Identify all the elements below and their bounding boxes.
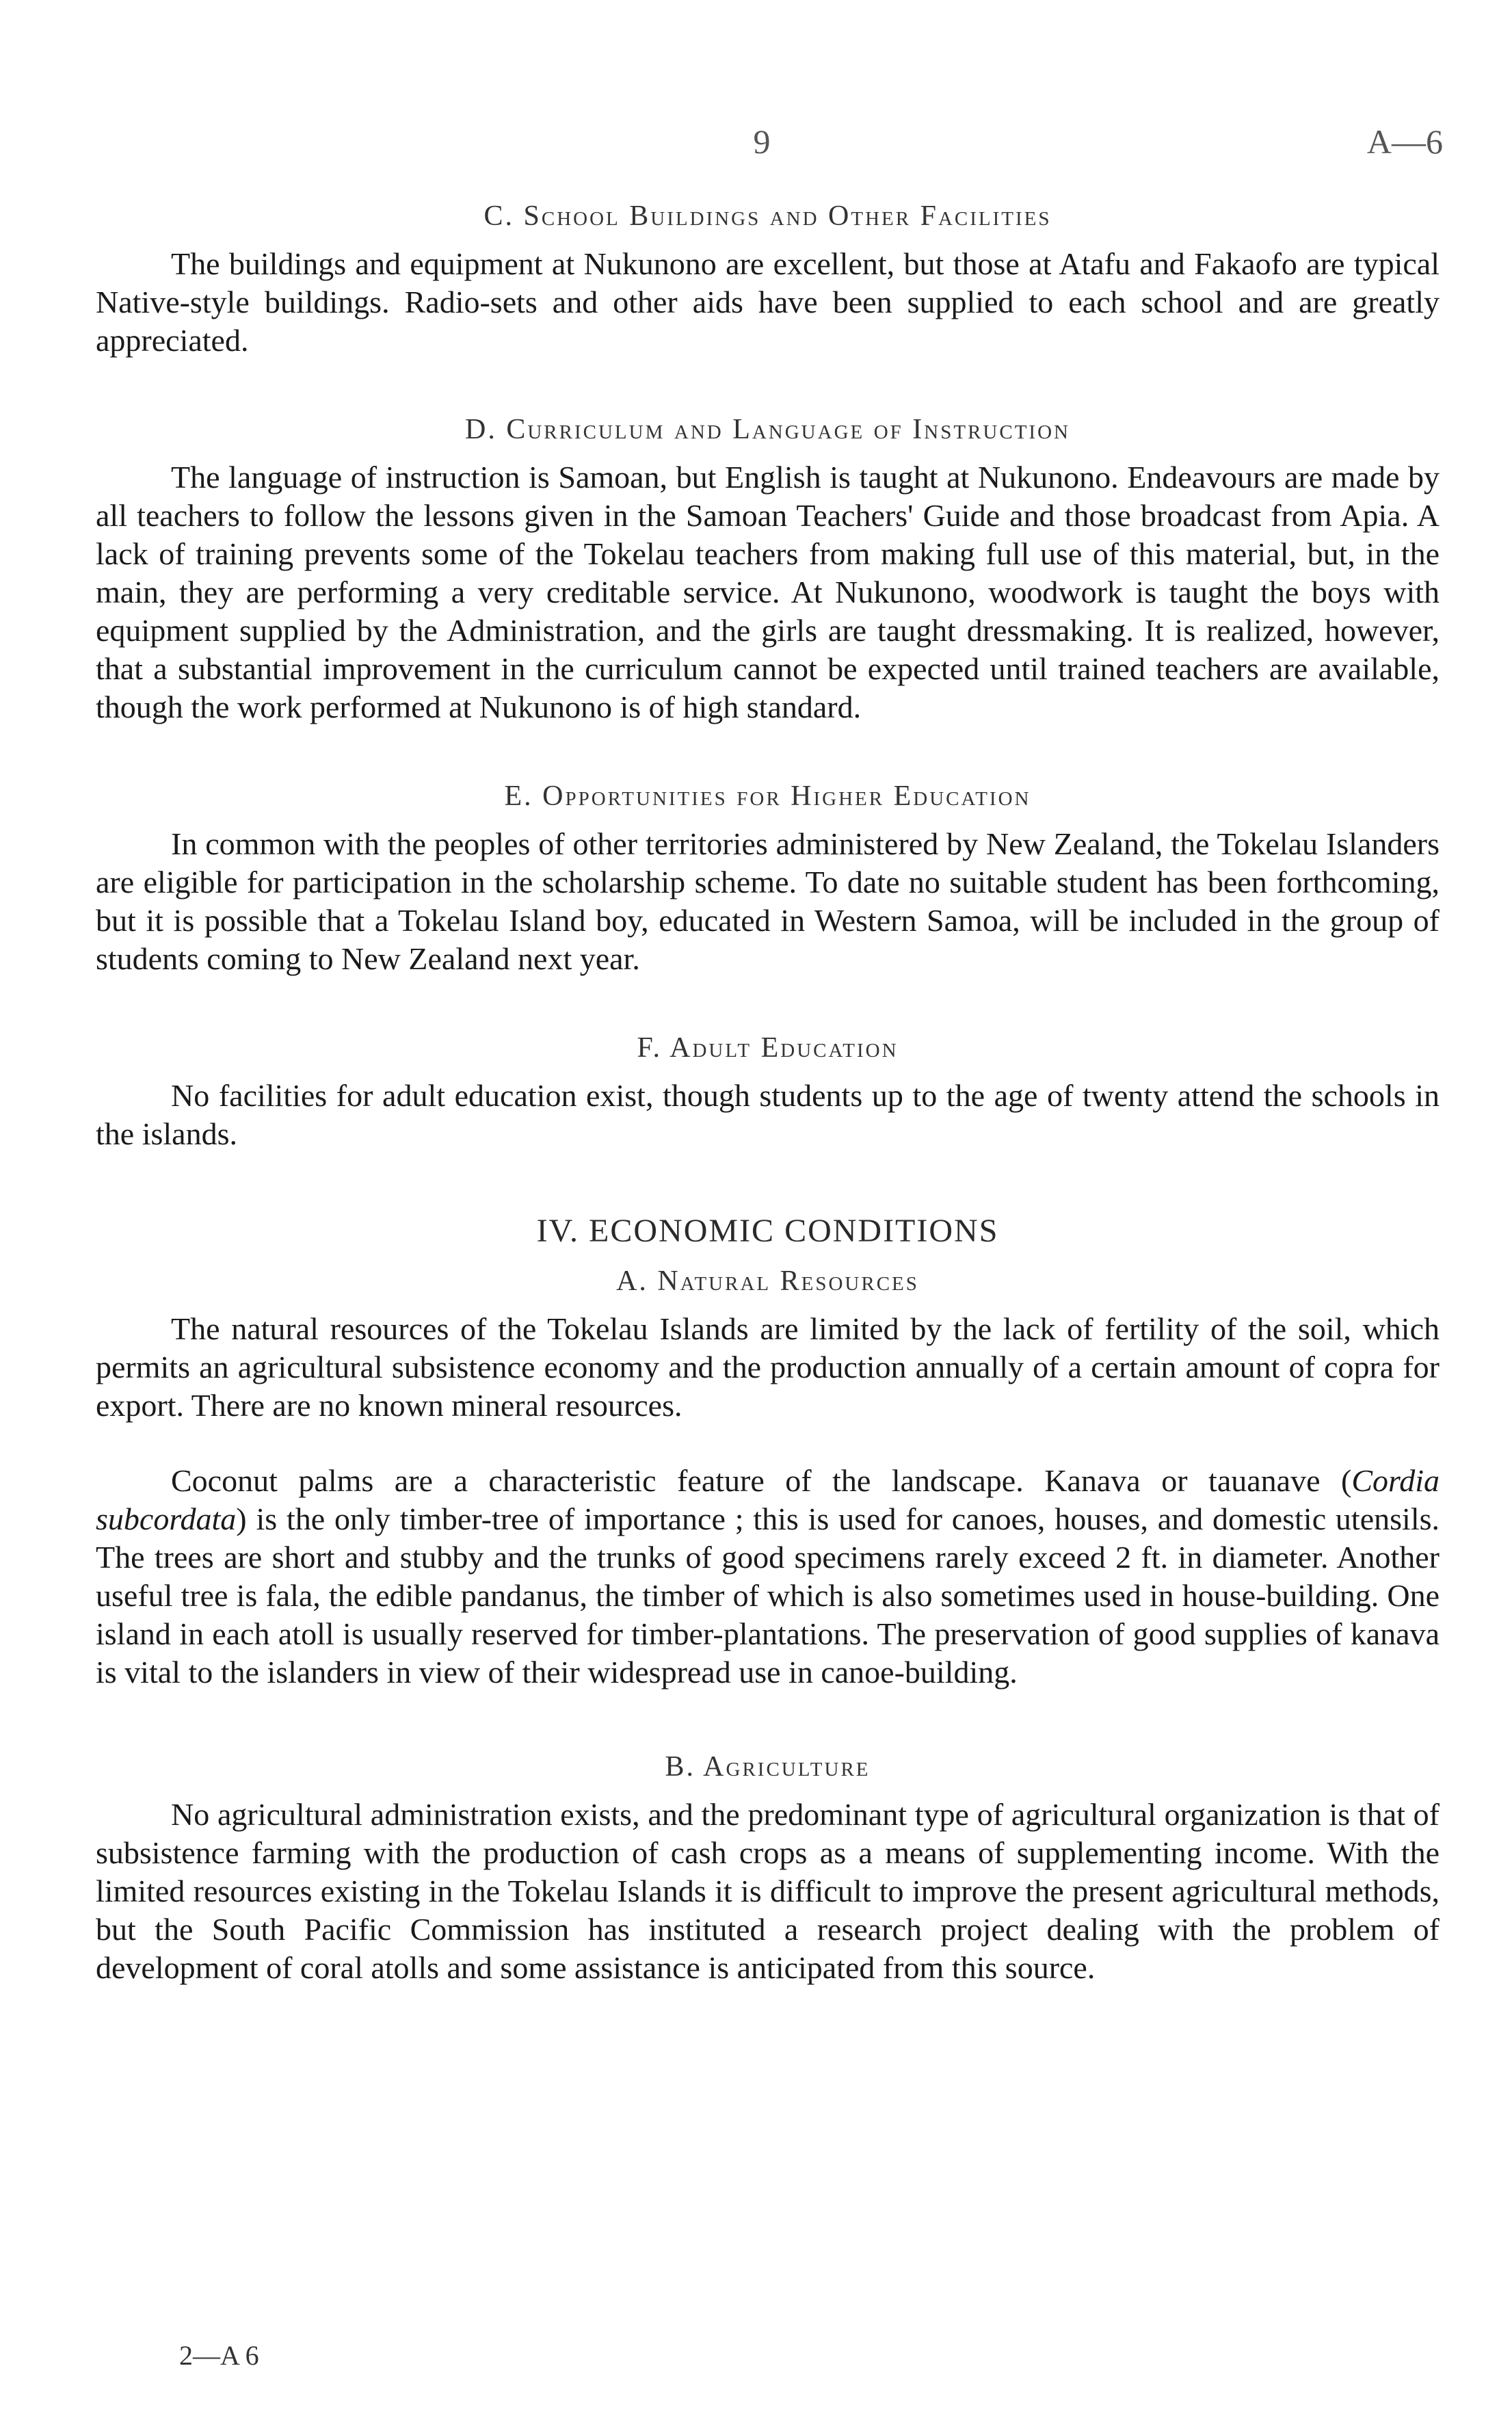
section-a-paragraph-1: The natural resources of the Tokelau Islands are limited by the lack of fertility of the soil, which permits an agricultural subsistence economy and the production annually of a certain amount of copra for export. There are no known mineral resources.: [96, 1311, 1440, 1423]
section-f-heading: F. Adult Education: [637, 1032, 899, 1064]
document-body: [96, 200, 1440, 1987]
page-number: 9: [753, 122, 771, 161]
section-a-paragraph-2: [96, 1462, 1440, 1692]
section-a-p2-after: ) is the only timber-tree of importance ; this is used for canoes, houses, and domestic utensils. The trees are short and stubby and the trunks of good specimens rarely exceed 2 ft. in diameter. Another useful tree is fala, the edible pandanus, the timber of which is also sometimes used in house-building. One island in each atoll is usually reserved for timber-plantations. The preservation of good supplies of kanava is vital to the islanders in view of their widespread use in canoe-building.: [96, 1501, 1440, 1690]
section-f-paragraph: No facilities for adult education exist, though students up to the age of twenty attend the schools in the islands.: [96, 1078, 1440, 1151]
footer-signature: 2—A 6: [179, 2340, 259, 2371]
section-b-paragraph: No agricultural administration exists, and the predominant type of agricultural organization is that of subsistence farming with the production of cash crops as a means of supplementing income. With the limited resources existing in the Tokelau Islands it is difficult to improve the present agricultural methods, but the South Pacific Commission has instituted a research project dealing with the problem of development of coral atolls and some assistance is anticipated from this source.: [96, 1797, 1440, 1985]
section-d-heading: D. Curriculum and Language of Instruction: [465, 414, 1070, 445]
section-c-paragraph: The buildings and equipment at Nukunono are excellent, but those at Atafu and Fakaofo are typical Native-style buildings. Radio-sets and other aids have been supplied to each school and are greatly appreciated.: [96, 246, 1440, 358]
section-a-heading: A. Natural Resources: [616, 1265, 919, 1297]
species-name: Cordia subcordata: [96, 1463, 1440, 1536]
section-b-heading: B. Agriculture: [665, 1751, 871, 1783]
section-a-p2-before: Coconut palms are a characteristic feature of the landscape. Kanava or tauanave (: [171, 1463, 1352, 1498]
section-c-heading: C. School Buildings and Other Facilities: [483, 200, 1052, 232]
section-e-heading: E. Opportunities for Higher Education: [504, 780, 1031, 812]
chapter-iv-heading: IV. ECONOMIC CONDITIONS: [536, 1213, 999, 1249]
section-d-paragraph: The language of instruction is Samoan, but English is taught at Nukunono. Endeavours are made by all teachers to follow the lessons given in the Samoan Teachers' Guide and those broadcast from Apia. A lack of training prevents some of the Tokelau teachers from making full use of this material, but, in the main, they are performing a very creditable service. At Nukunono, woodwork is taught the boys with equipment supplied by the Administration, and the girls are taught dressmaking. It is realized, however, that a substantial improvement in the curriculum cannot be expected until trained teachers are available, though the work performed at Nukunono is of high standard.: [96, 460, 1440, 724]
page-code: A—6: [1366, 122, 1443, 161]
section-e-paragraph: In common with the peoples of other territories administered by New Zealand, the Tokelau Islanders are eligible for participation in the scholarship scheme. To date no suitable student has been forthcoming, but it is possible that a Tokelau Island boy, educated in Western Samoa, will be included in the group of students coming to New Zealand next year.: [96, 826, 1440, 976]
